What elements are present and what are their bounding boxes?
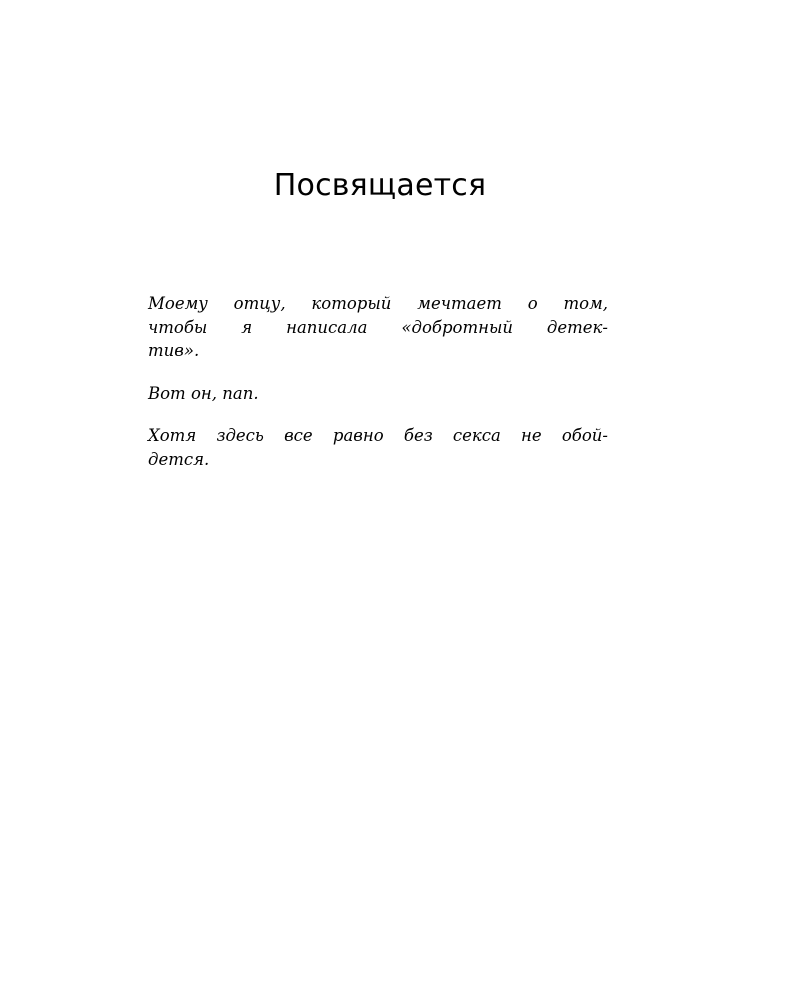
dedication-line: Вот он, пап. (148, 383, 259, 403)
dedication-line: тив». (148, 341, 200, 360)
dedication-line: дется. (148, 449, 210, 469)
dedication-line: Моему отцу, который мечтает о том, (148, 294, 608, 313)
dedication-line: Хотя здесь все равно без секса не обой- (148, 426, 608, 445)
dedication-paragraph-1 (148, 292, 608, 363)
dedication-text (148, 292, 608, 490)
dedication-line: чтобы я написала «добротный детек- (148, 317, 608, 337)
dedication-paragraph-2 (148, 382, 608, 406)
dedication-paragraph-3 (148, 424, 608, 471)
dedication-heading: Посвящается (273, 168, 487, 203)
